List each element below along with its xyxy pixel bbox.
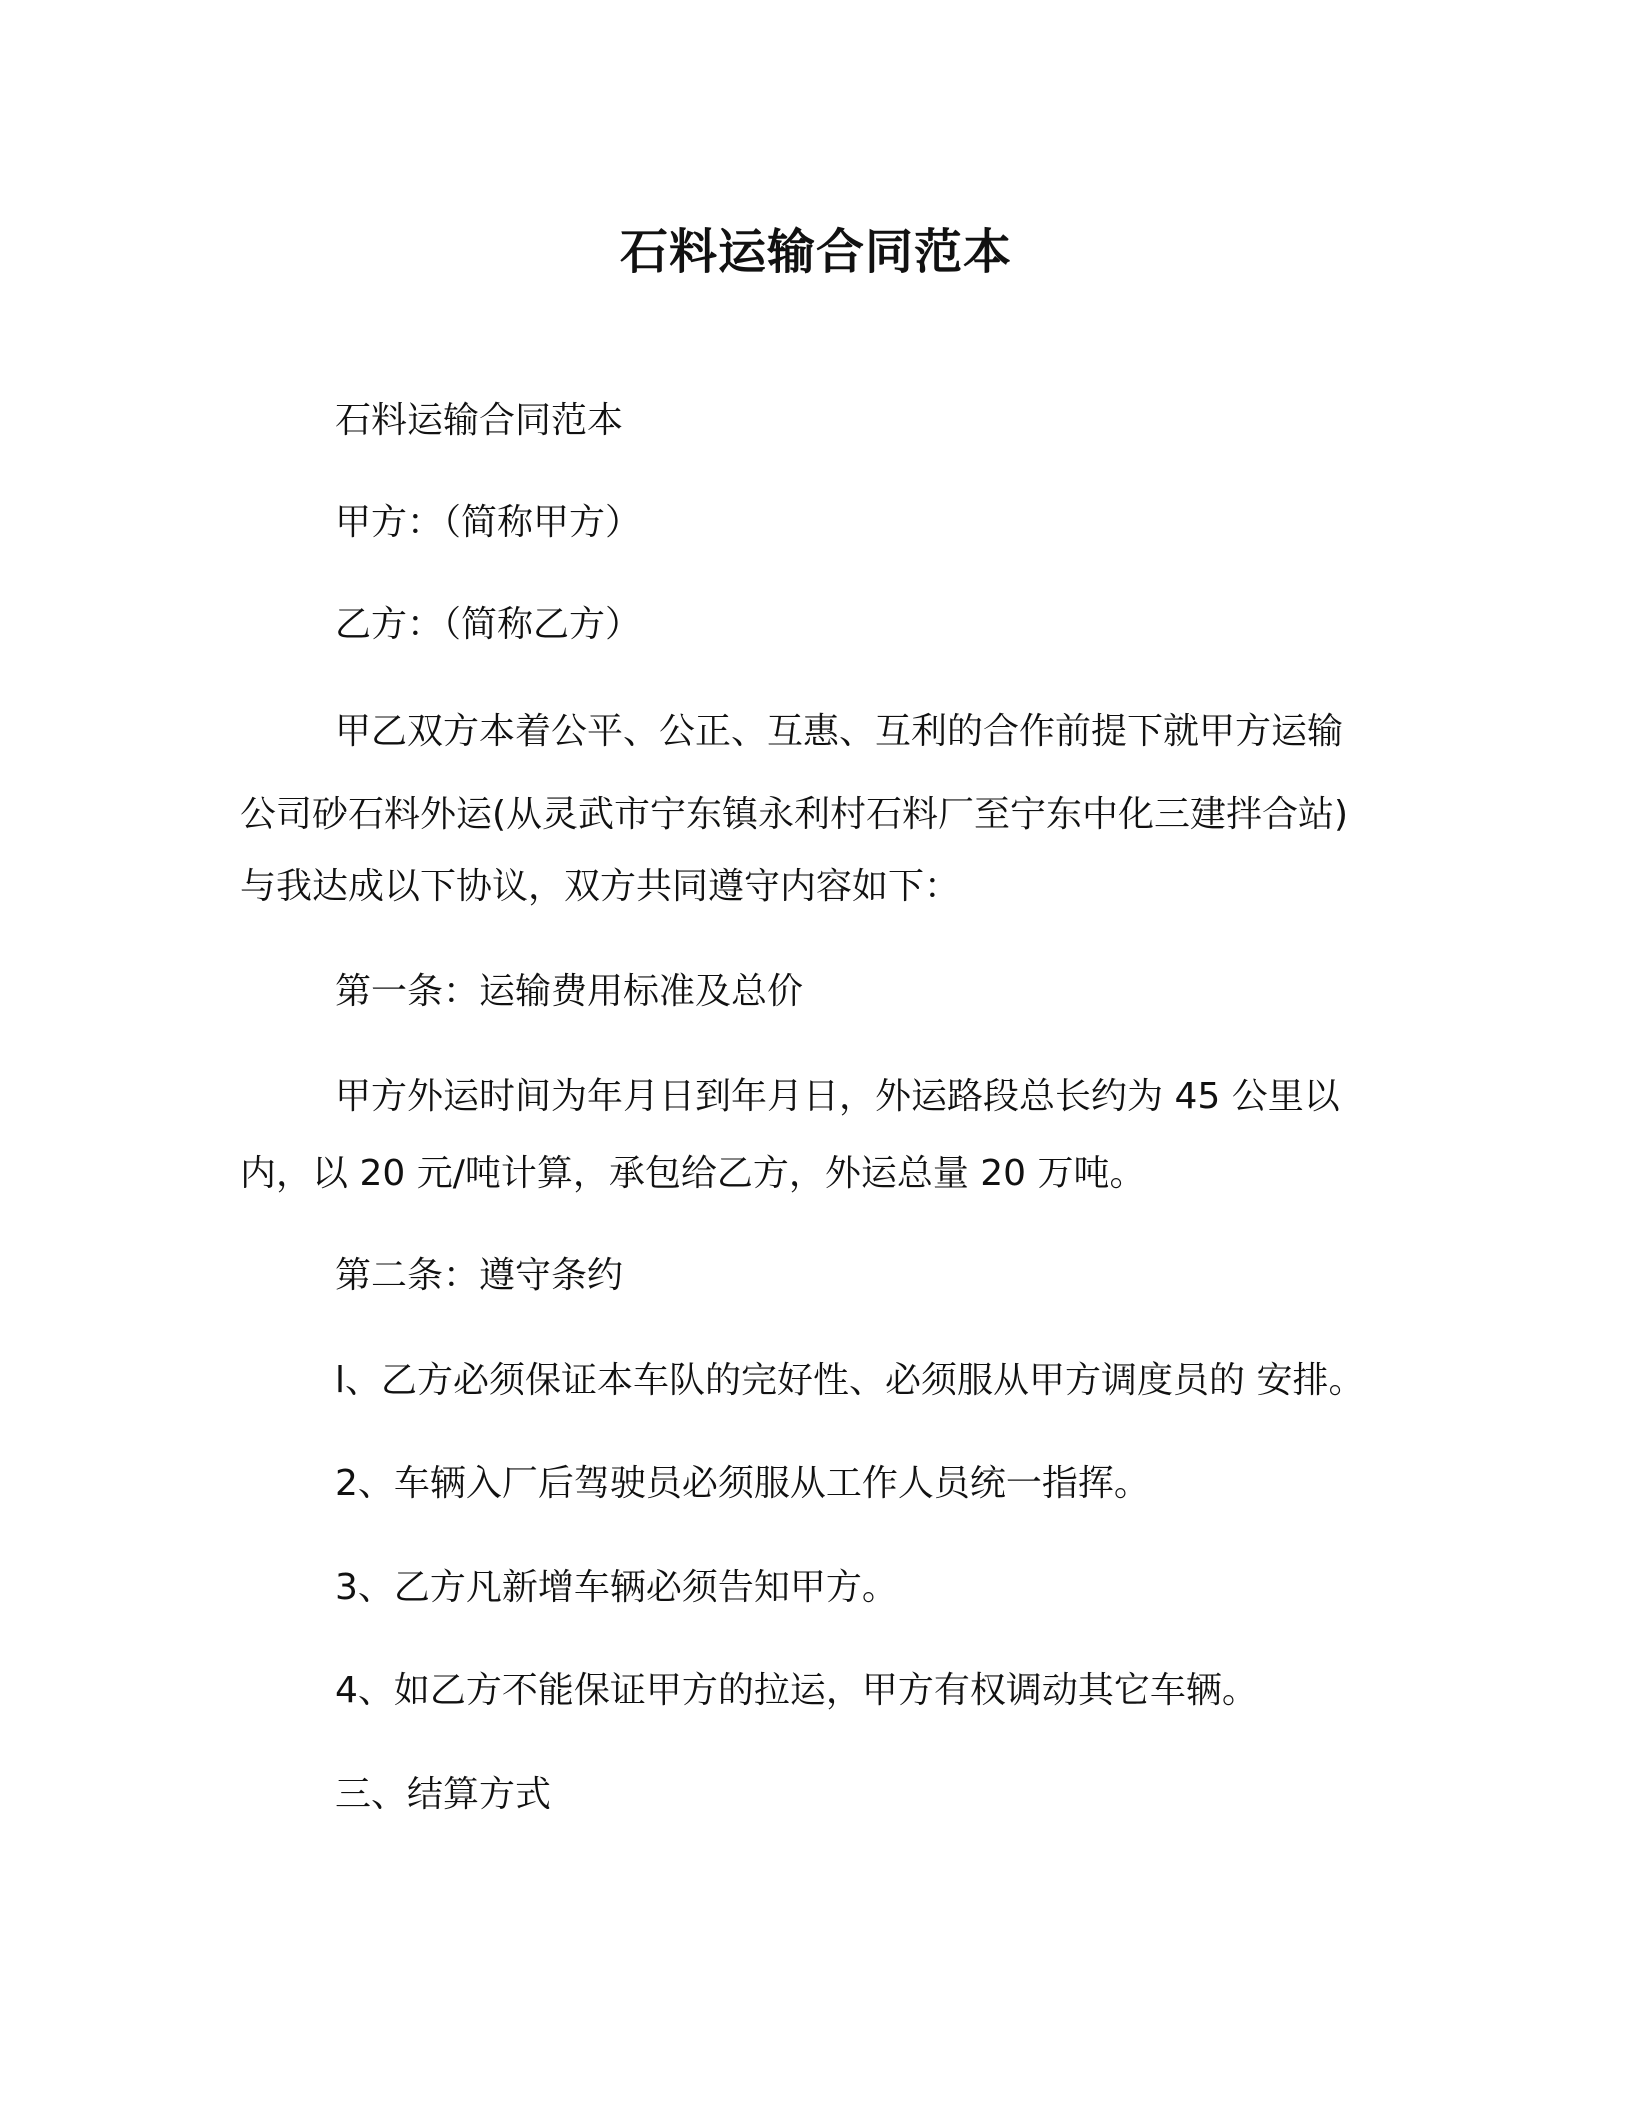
article-1-line-2: 内，以 20 元/吨计算，承包给乙方，外运总量 20 万吨。 (240, 1153, 1146, 1194)
document-title: 石料运输合同范本 (619, 224, 1012, 280)
article-2-item-4: 4、如乙方不能保证甲方的拉运，甲方有权调动其它车辆。 (335, 1670, 1258, 1711)
article-1-line-1: 甲方外运时间为年月日到年月日，外运路段总长约为 45 公里以 (335, 1076, 1340, 1117)
intro-line-3: 与我达成以下协议，双方共同遵守内容如下： (240, 866, 961, 907)
article-3-title: 三、结算方式 (335, 1774, 552, 1815)
intro-line-1: 甲乙双方本着公平、公正、互惠、互利的合作前提下就甲方运输 (335, 711, 1344, 752)
article-1-title: 第一条：运输费用标准及总价 (335, 971, 804, 1012)
article-2-item-2: 2、车辆入厂后驾驶员必须服从工作人员统一指挥。 (335, 1463, 1150, 1504)
party-a-line: 甲方：（简称甲方） (335, 502, 642, 543)
heading-repeat: 石料运输合同范本 (335, 400, 624, 441)
article-2-item-3: 3、乙方凡新增车辆必须告知甲方。 (335, 1567, 898, 1608)
party-b-line: 乙方：（简称乙方） (335, 604, 642, 645)
article-2-title: 第二条：遵守条约 (335, 1255, 624, 1296)
article-2-item-1: l、乙方必须保证本车队的完好性、必须服从甲方调度员的 安排。 (335, 1360, 1365, 1401)
intro-line-2: 公司砂石料外运(从灵武市宁东镇永利村石料厂至宁东中化三建拌合站) (240, 794, 1349, 835)
